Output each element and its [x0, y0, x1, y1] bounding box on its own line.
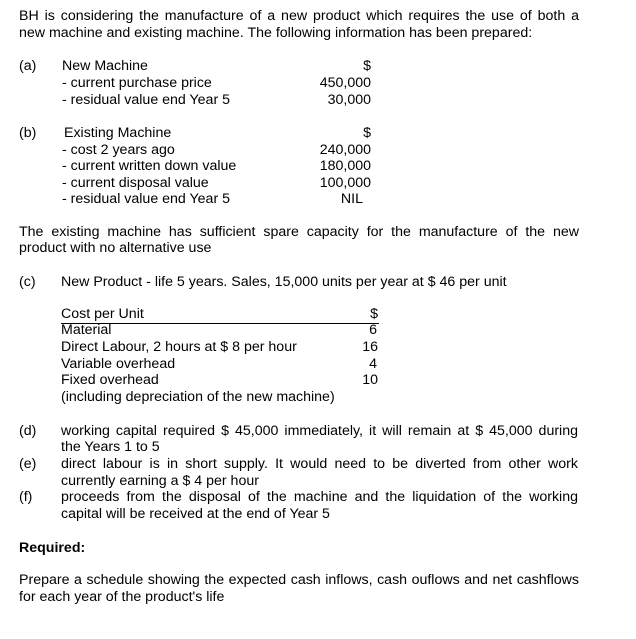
section-a-item-label: - residual value end Year 5 [62, 92, 231, 108]
intro-line-2: new machine and existing machine. The following information has been prepared: [19, 25, 533, 41]
section-b-currency: $ [363, 125, 371, 141]
section-f-line-1: proceeds from the disposal of the machine and the liquidation of the working [61, 489, 578, 505]
section-d-label: (d) [19, 423, 37, 439]
section-d-line-1: working capital required $ 45,000 immediately, it will remain at $ 45,000 during [61, 423, 578, 439]
section-e-line-1: direct labour is in short supply. It would need to be diverted from other work [61, 456, 578, 472]
section-e-line-2: currently earning a $ 4 per hour [61, 473, 259, 489]
section-a-item-label: - current purchase price [62, 75, 212, 91]
required-line-2: for each year of the product's life [19, 589, 225, 605]
section-c-text: New Product - life 5 years. Sales, 15,000 units per year at $ 46 per unit [61, 274, 507, 290]
section-b-item-value: 100,000 [319, 175, 371, 191]
cost-row-value: 6 [369, 322, 377, 338]
section-f-label: (f) [19, 489, 33, 505]
intro-line-1: BH is considering the manufacture of a new product which requires the use of both a [19, 8, 579, 24]
cost-row-label: Material [61, 322, 112, 338]
cost-table-header: Cost per Unit [61, 306, 144, 322]
section-b-item-value: 240,000 [319, 142, 371, 158]
section-b-title: Existing Machine [64, 125, 172, 141]
section-b-item-label: - residual value end Year 5 [62, 191, 231, 207]
section-f-line-2: capital will be received at the end of Year 5 [61, 506, 330, 522]
cost-row-value: 4 [369, 356, 377, 372]
cost-row-label: Fixed overhead [61, 372, 159, 388]
section-b-label: (b) [19, 125, 37, 141]
existing-note-line-1: The existing machine has sufficient spare capacity for the manufacture of the new [19, 224, 579, 240]
cost-row-value: 16 [362, 339, 378, 355]
cost-row-value: 10 [362, 372, 378, 388]
section-a-title: New Machine [62, 58, 148, 74]
section-c-label: (c) [19, 274, 36, 290]
required-heading: Required: [19, 540, 86, 556]
section-e-label: (e) [19, 456, 37, 472]
section-b-item-label: - current disposal value [62, 175, 209, 191]
section-b-item-label: - cost 2 years ago [62, 142, 175, 158]
cost-row-label: Variable overhead [61, 356, 176, 372]
existing-note-line-2: product with no alternative use [19, 240, 212, 256]
cost-table-footnote: (including depreciation of the new machine) [61, 389, 335, 405]
cost-table-currency: $ [370, 306, 378, 322]
section-b-item-value: 180,000 [319, 158, 371, 174]
section-a-item-value: 450,000 [319, 75, 371, 91]
section-a-item-value: 30,000 [327, 92, 371, 108]
section-b-item-label: - current written down value [62, 158, 237, 174]
cost-row-label: Direct Labour, 2 hours at $ 8 per hour [61, 339, 297, 355]
section-d-line-2: the Years 1 to 5 [61, 439, 160, 455]
section-b-item-value: NIL [340, 191, 363, 207]
required-line-1: Prepare a schedule showing the expected cash inflows, cash ouflows and net cashflows [19, 572, 579, 588]
section-a-currency: $ [363, 58, 371, 74]
section-a-label: (a) [19, 58, 37, 74]
